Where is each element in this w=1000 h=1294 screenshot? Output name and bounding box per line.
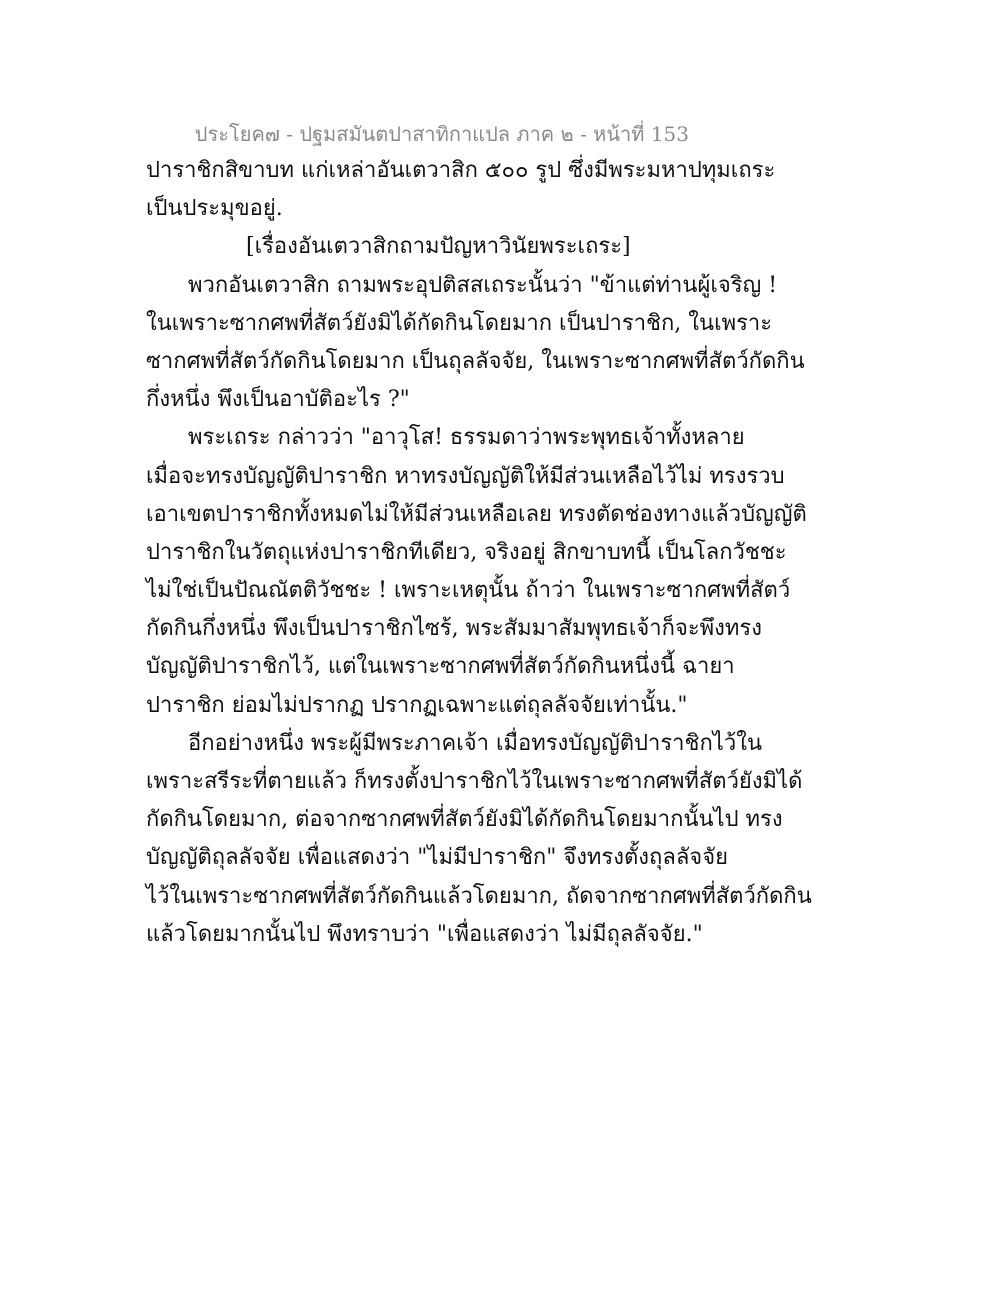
- text-line: เมื่อจะทรงบัญญัติปาราชิก หาทรงบัญญัติให้มีส่วนเหลือไว้ไม่ ทรงรวบ: [146, 463, 785, 489]
- text-line: บัญญัติถุลลัจจัย เพื่อแสดงว่า "ไม่มีปาราชิก" จึงทรงตั้งถุลลัจจัย: [146, 845, 728, 871]
- text-line: กึ่งหนึ่ง พึงเป็นอาบัติอะไร ?": [146, 387, 410, 413]
- running-header: ประโยค๗ - ปฐมสมันตปาสาทิกาแปล ภาค ๒ - หน้าที่ 153: [194, 122, 689, 146]
- text-line: เป็นประมุขอยู่.: [146, 196, 283, 222]
- text-line: ปาราชิก ย่อมไม่ปรากฏ ปรากฏเฉพาะแต่ถุลลัจจัยเท่านั้น.": [146, 692, 688, 718]
- text-line: ปาราชิกสิขาบท แก่เหล่าอันเตวาสิก ๕๐๐ รูป ซึ่งมีพระมหาปทุมเถระ: [146, 158, 776, 183]
- text-line: ซากศพที่สัตว์กัดกินโดยมาก เป็นถุลลัจจัย, ในเพราะซากศพที่สัตว์กัดกิน: [146, 348, 805, 374]
- text-line: เอาเขตปาราชิกทั้งหมดไม่ให้มีส่วนเหลือเลย ทรงตัดช่องทางแล้วบัญญัติ: [146, 501, 807, 527]
- text-line: กัดกินโดยมาก, ต่อจากซากศพที่สัตว์ยังมิได้กัดกินโดยมากนั้นไป ทรง: [146, 807, 783, 833]
- paragraph-first-line: อีกอย่างหนึ่ง พระผู้มีพระภาคเจ้า เมื่อทรงบัญญัติปาราชิกไว้ใน: [188, 730, 762, 756]
- text-line: ในเพราะซากศพที่สัตว์ยังมิได้กัดกินโดยมาก เป็นปาราชิก, ในเพราะ: [146, 310, 773, 336]
- text-line: กัดกินกึ่งหนึ่ง พึงเป็นปาราชิกไซร้, พระสัมมาสัมพุทธเจ้าก็จะพึงทรง: [146, 616, 762, 642]
- body-text: [146, 152, 812, 954]
- text-line: ปาราชิกในวัตถุแห่งปาราชิกทีเดียว, จริงอยู่ สิกขาบทนี้ เป็นโลกวัชชะ: [146, 539, 787, 565]
- text-line: ไว้ในเพราะซากศพที่สัตว์กัดกินแล้วโดยมาก, ถัดจากซากศพที่สัตว์กัดกิน: [146, 883, 812, 909]
- text-line: ไม่ใช่เป็นปัณณัตติวัชชะ ! เพราะเหตุนั้น ถ้าว่า ในเพราะซากศพที่สัตว์: [146, 578, 791, 604]
- paragraph-first-line: พวกอันเตวาสิก ถามพระอุปติสสเถระนั้นว่า "ข้าแต่ท่านผู้เจริญ !: [188, 272, 778, 298]
- section-heading: [เรื่องอันเตวาสิกถามปัญหาวินัยพระเถระ]: [246, 234, 631, 260]
- text-line: บัญญัติปาราชิกไว้, แต่ในเพราะซากศพที่สัตว์กัดกินหนึ่งนี้ ฉายา: [146, 654, 735, 680]
- text-line: เพราะสรีระที่ตายแล้ว ก็ทรงตั้งปาราชิกไว้ในเพราะซากศพที่สัตว์ยังมิได้: [146, 769, 803, 794]
- text-line: แล้วโดยมากนั้นไป พึงทราบว่า "เพื่อแสดงว่า ไม่มีถุลลัจจัย.": [146, 921, 703, 947]
- paragraph-first-line: พระเถระ กล่าวว่า "อาวุโส! ธรรมดาว่าพระพุทธเจ้าทั้งหลาย: [188, 425, 745, 451]
